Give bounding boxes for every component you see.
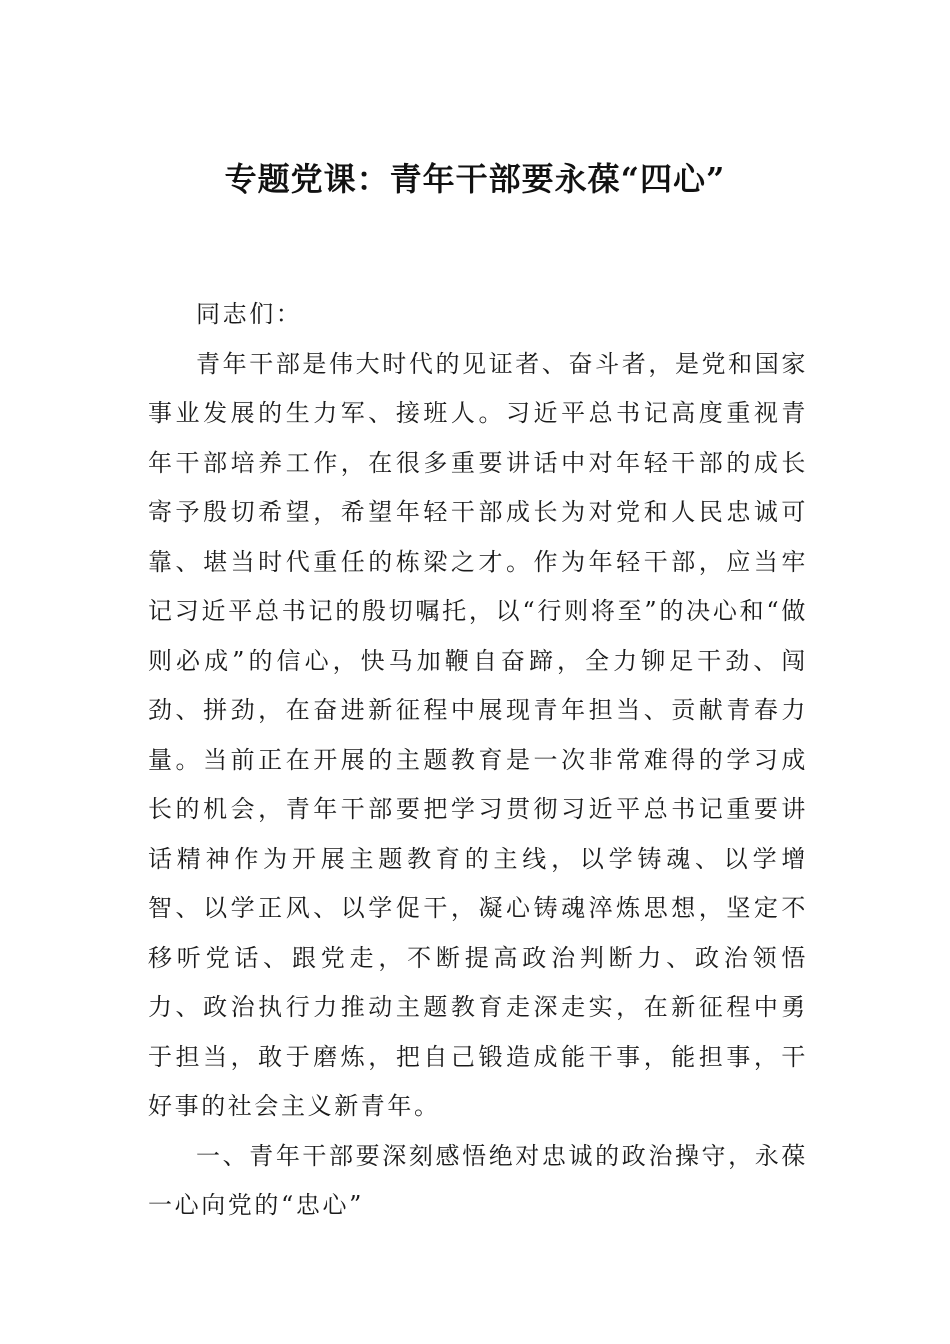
salutation: 同志们： [196, 300, 303, 328]
document-title: 专题党课：青年干部要永葆“四心” [224, 160, 726, 198]
paragraph-intro: 青年干部是伟大时代的见证者、奋斗者，是党和国家事业发展的生力军、接班人。习近平总书记高度重视青年干部培养工作，在很多重要讲话中对年轻干部的成长寄予殷切希望，希望年轻干部成长为对党和人民忠诚可靠、堪当时代重任的栋梁之才。作为年轻干部，应当牢记习近平总书记的殷切嘱托，以“行则将至”的决心和“做则必成”的信心，快马加鞭自奋蹄，全力铆足干劲、闯劲、拼劲，在奋进新征程中展现青年担当、贡献青春力量。当前正在开展的主题教育是一次非常难得的学习成长的机会，青年干部要把学习贯彻习近平总书记重要讲话精神作为开展主题教育的主线，以学铸魂、以学增智、以学正风、以学促干，凝心铸魂淬炼思想，坚定不移听党话、跟党走，不断提高政治判断力、政治领悟力、政治执行力推动主题教育走深走实，在新征程中勇于担当，敢于磨炼，把自己锻造成能干事，能担事，干好事的社会主义新青年。 [148, 349, 808, 1120]
document-body [148, 290, 808, 1231]
section-heading-1: 一、青年干部要深刻感悟绝对忠诚的政治操守，永葆一心向党的“忠心” [148, 1141, 808, 1219]
